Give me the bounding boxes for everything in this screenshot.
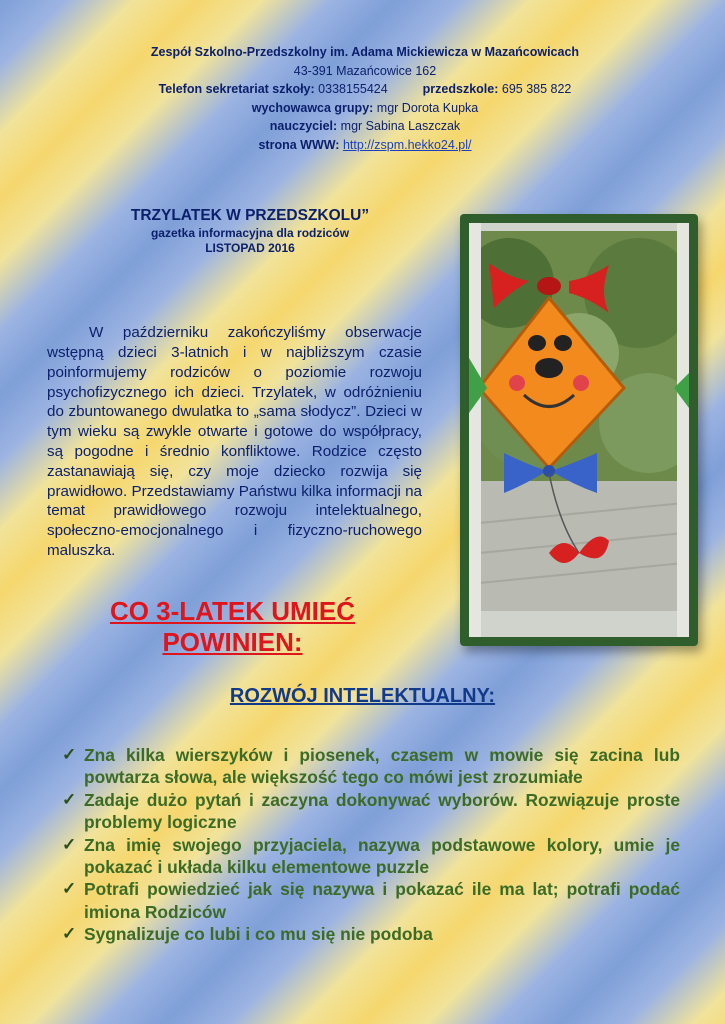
list-item-text: Zna imię swojego przyjaciela, nazywa podstawowe kolory, umie je pokazać i układa kilku elementowe puzzle	[84, 834, 680, 878]
newsletter-subtitle: gazetka informacyjna dla rodziców	[150, 226, 350, 240]
kite-photo-frame	[460, 214, 698, 646]
list-item-text: Potrafi powiedzieć jak się nazywa i pokazać ile ma lat; potrafi podać imiona Rodziców	[84, 879, 680, 922]
phone-school: 0338155424	[318, 82, 388, 96]
main-heading	[60, 596, 405, 658]
teacher-name: mgr Dorota Kupka	[376, 100, 479, 115]
list-item	[62, 744, 680, 789]
teacher-label: wychowawca grupy:	[251, 100, 374, 115]
list-item-text: Zna kilka wierszyków i piosenek, czasem w mowie się zacina lub powtarza słowa, ale większość tego co mówi jest zrozumiałe	[84, 745, 680, 788]
list-item-text: Sygnalizuje co lubi i co mu się nie podoba	[84, 924, 433, 945]
check-icon: ✓	[62, 879, 77, 899]
main-heading-line1: CO 3-LATEK UMIEĆ	[109, 596, 356, 626]
section-heading-intellectual: ROZWÓJ INTELEKTUALNY:	[229, 685, 496, 707]
school-header	[60, 43, 670, 154]
list-item	[62, 923, 680, 945]
newsletter-title-block	[40, 206, 460, 256]
list-item-text: Zadaje dużo pytań i zaczyna dokonywać wyborów. Rozwiązuje proste problemy logiczne	[84, 789, 680, 833]
check-icon: ✓	[62, 834, 77, 854]
school-name: Zespół Szkolno-Przedszkolny im. Adama Mickiewicza w Mazańcowicach	[150, 45, 580, 59]
list-item	[62, 834, 680, 879]
list-item	[62, 789, 680, 834]
intro-paragraph: W październiku zakończyliśmy obserwacje wstępną dzieci 3-latnich i w najbliższym czasie poinformujemy rodziców o poziomie rozwoju psychofizycznego ich dzieci. Trzylatek, w odróżnieniu do zbuntowanego dwulatka to „sama słodycz”. Dzieci w tym wieku są zwykle otwarte i gotowe do współpracy, są pogodne i średnio konfliktowe. Rodzice często zastanawiają się, czy moje dziecko rozwija się prawidłowo. Przedstawiamy Państwu kilka informacji na temat prawidłowego rozwoju intelektualnego, społeczno-emocjonalnego i fizyczno-ruchowego maluszka.	[47, 324, 422, 559]
www-label: strona WWW:	[258, 137, 340, 152]
teacher2-name: mgr Sabina Laszczak	[340, 119, 461, 133]
teacher2-label: nauczyciel:	[269, 119, 338, 133]
newsletter-title: TRZYLATEK W PRZEDSZKOLU”	[130, 207, 370, 224]
school-address: 43-391 Mazańcowice 162	[293, 63, 437, 78]
main-heading-line2: POWINIEN:	[162, 627, 303, 657]
check-icon: ✓	[62, 789, 77, 809]
newsletter-date: LISTOPAD 2016	[205, 241, 295, 255]
website-link[interactable]: http://zspm.hekko24.pl/	[342, 137, 472, 152]
kite-photo	[469, 223, 689, 637]
phone-preschool: 695 385 822	[501, 82, 572, 96]
phone-school-label: Telefon sekretariat szkoły:	[158, 82, 315, 96]
phone-preschool-label: przedszkole:	[422, 82, 499, 96]
check-icon: ✓	[62, 924, 77, 944]
check-icon: ✓	[62, 745, 77, 764]
kite-illustration	[469, 223, 689, 637]
list-item	[62, 878, 680, 923]
skills-checklist	[62, 744, 680, 946]
